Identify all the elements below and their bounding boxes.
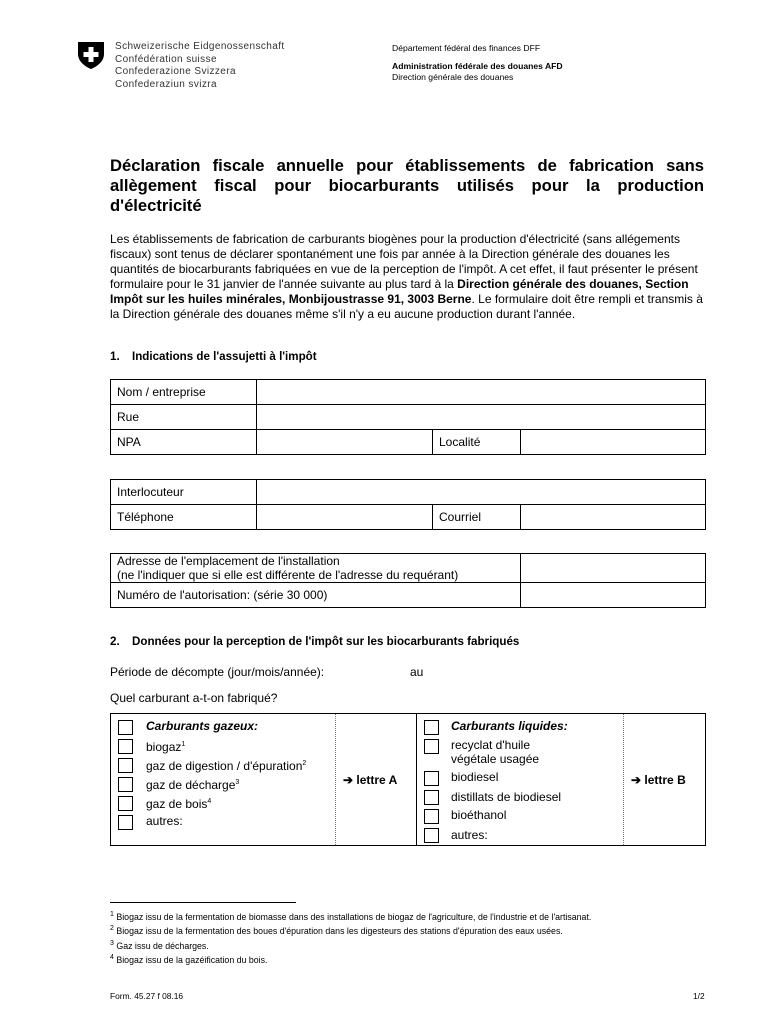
used-oil-label: recyclat d'huile végétale usagée [451,738,540,766]
installation-table [110,553,706,608]
form-code: Form. 45.27 f 08.16 [110,991,184,1001]
other-gas-label: autres: [146,814,183,828]
other-gas-checkbox[interactable] [118,815,133,830]
gaseous-checkbox[interactable] [118,720,133,735]
fuel-question: Quel carburant a-t-on fabriqué? [110,691,278,705]
street-field[interactable] [257,405,706,430]
footnote-3: $^3$ Gaz issu de décharges. [110,939,209,951]
installation-address-field[interactable] [521,554,706,583]
page-number: 1/2 [693,991,705,1001]
other-liquid-label: autres: [451,828,488,842]
footnote-2: $^2$ Biogaz issu de la fermentation des boues d'épuration dans les digesteurs des stations d'épuration des eaux usées. [110,925,563,937]
bioethanol-label: bioéthanol [451,808,507,822]
footnote-rule [110,902,296,903]
fuel-selection-box [110,713,706,846]
wood-gas-checkbox[interactable] [118,796,133,811]
federation-name-it: Confederazione Svizzera [115,66,236,77]
document-title: Déclaration fiscale annuelle pour établissements de fabrication sans allègement fiscal pour biocarburants utilisés pour la production d'électricité [110,156,704,215]
digestion-gas-label: gaz de digestion / d'épuration$^2$ [146,759,307,773]
directorate-name: Direction générale des douanes [392,72,514,82]
phone-field[interactable] [257,505,433,530]
federation-name-rm: Confederaziun svizra [115,78,217,90]
name-label: Nom / entreprise [111,380,257,405]
installation-address-line2: (ne l'indiquer que si elle est différente de l'adresse du requérant) [117,568,459,582]
contact-table [110,479,706,530]
locality-field[interactable] [521,430,706,455]
liquid-heading: Carburants liquides: [451,719,568,733]
biodiesel-distillates-label: distillats de biodiesel [451,790,562,804]
street-label: Rue [111,405,257,430]
landfill-gas-label: gaz de décharge$^3$ [146,778,240,792]
swiss-coat-of-arms-logo [76,40,106,70]
installation-address-label [111,554,521,583]
period-to-label: au [410,665,424,679]
section-2-title: Données pour la perception de l'impôt sur les biocarburants fabriqués [132,635,520,648]
used-oil-checkbox[interactable] [424,739,439,754]
name-field[interactable] [257,380,706,405]
department-block [392,43,563,83]
intro-paragraph [110,232,704,323]
zip-label: NPA [111,430,257,455]
digestion-gas-checkbox[interactable] [118,758,133,773]
gaseous-heading: Carburants gazeux: [146,719,259,733]
period-label: Période de décompte (jour/mois/année): [110,665,325,679]
footnote-4: $^4$ Biogaz issu de la gazéification du bois. [110,953,268,965]
biodiesel-distillates-checkbox[interactable] [424,790,439,805]
administration-name: Administration fédérale des douanes AFD [392,61,563,71]
biodiesel-label: biodiesel [451,770,499,784]
federation-names [115,41,285,91]
intro-text-1: Les établissements de fabrication de carburants biogènes pour la production d'électricité (sans allégements fiscaux) sont tenus de déclarer spontanément une fois par année à la Direction générale des douanes les quantités de biocarburants fabriquées en vue de la perception de l'impôt. A cet effet, il faut présenter le présent formulaire pour le 31 janvier de l'année suivante au plus tard à la [110,232,698,292]
letter-a-arrow: ➔ lettre A [343,773,398,787]
phone-label: Téléphone [111,505,257,530]
intro-address: Direction générale des douanes, Section Impôt sur les huiles minérales, Monbijoustrasse 91, 3003 Berne [110,277,689,307]
footnote-1: $^1$ Biogaz issu de la fermentation de biomasse dans des installations de biogaz de l'agriculture, de l'industrie et de l'artisanat. [110,911,592,922]
bioethanol-checkbox[interactable] [424,809,439,824]
zip-field[interactable] [257,430,433,455]
section-1-number: 1. [110,350,120,363]
section-1-title: Indications de l'assujetti à l'impôt [132,350,317,363]
liquid-checkbox[interactable] [424,720,439,735]
footnotes [110,909,591,966]
authorization-field[interactable] [521,583,706,608]
letter-b-arrow: ➔ lettre B [631,773,686,787]
email-label: Courriel [433,505,521,530]
contact-label: Interlocuteur [111,480,257,505]
section-2-heading [110,635,519,648]
locality-label: Localité [433,430,521,455]
authorization-label: Numéro de l'autorisation: (série 30 000) [111,583,521,608]
department-name: Département fédéral des finances DFF [392,43,541,53]
contact-field[interactable] [257,480,706,505]
installation-address-line1: Adresse de l'emplacement de l'installation [117,554,340,568]
period-row [110,665,424,679]
section-2-number: 2. [110,635,120,648]
biogas-checkbox[interactable] [118,739,133,754]
email-field[interactable] [521,505,706,530]
taxpayer-table [110,379,706,455]
federation-name-fr: Confédération suisse [115,53,217,65]
wood-gas-label: gaz de bois$^4$ [146,797,212,811]
landfill-gas-checkbox[interactable] [118,777,133,792]
other-liquid-checkbox[interactable] [424,828,439,843]
biodiesel-checkbox[interactable] [424,771,439,786]
federation-name-de: Schweizerische Eidgenossenschaft [115,41,285,52]
intro-text-2: . Le formulaire doit être rempli et transmis à la Direction générale des douanes même s'il n'y a eu aucune production durant l'année. [110,292,703,322]
biogas-label: biogaz$^1$ [146,740,186,754]
section-1-heading [110,350,317,363]
